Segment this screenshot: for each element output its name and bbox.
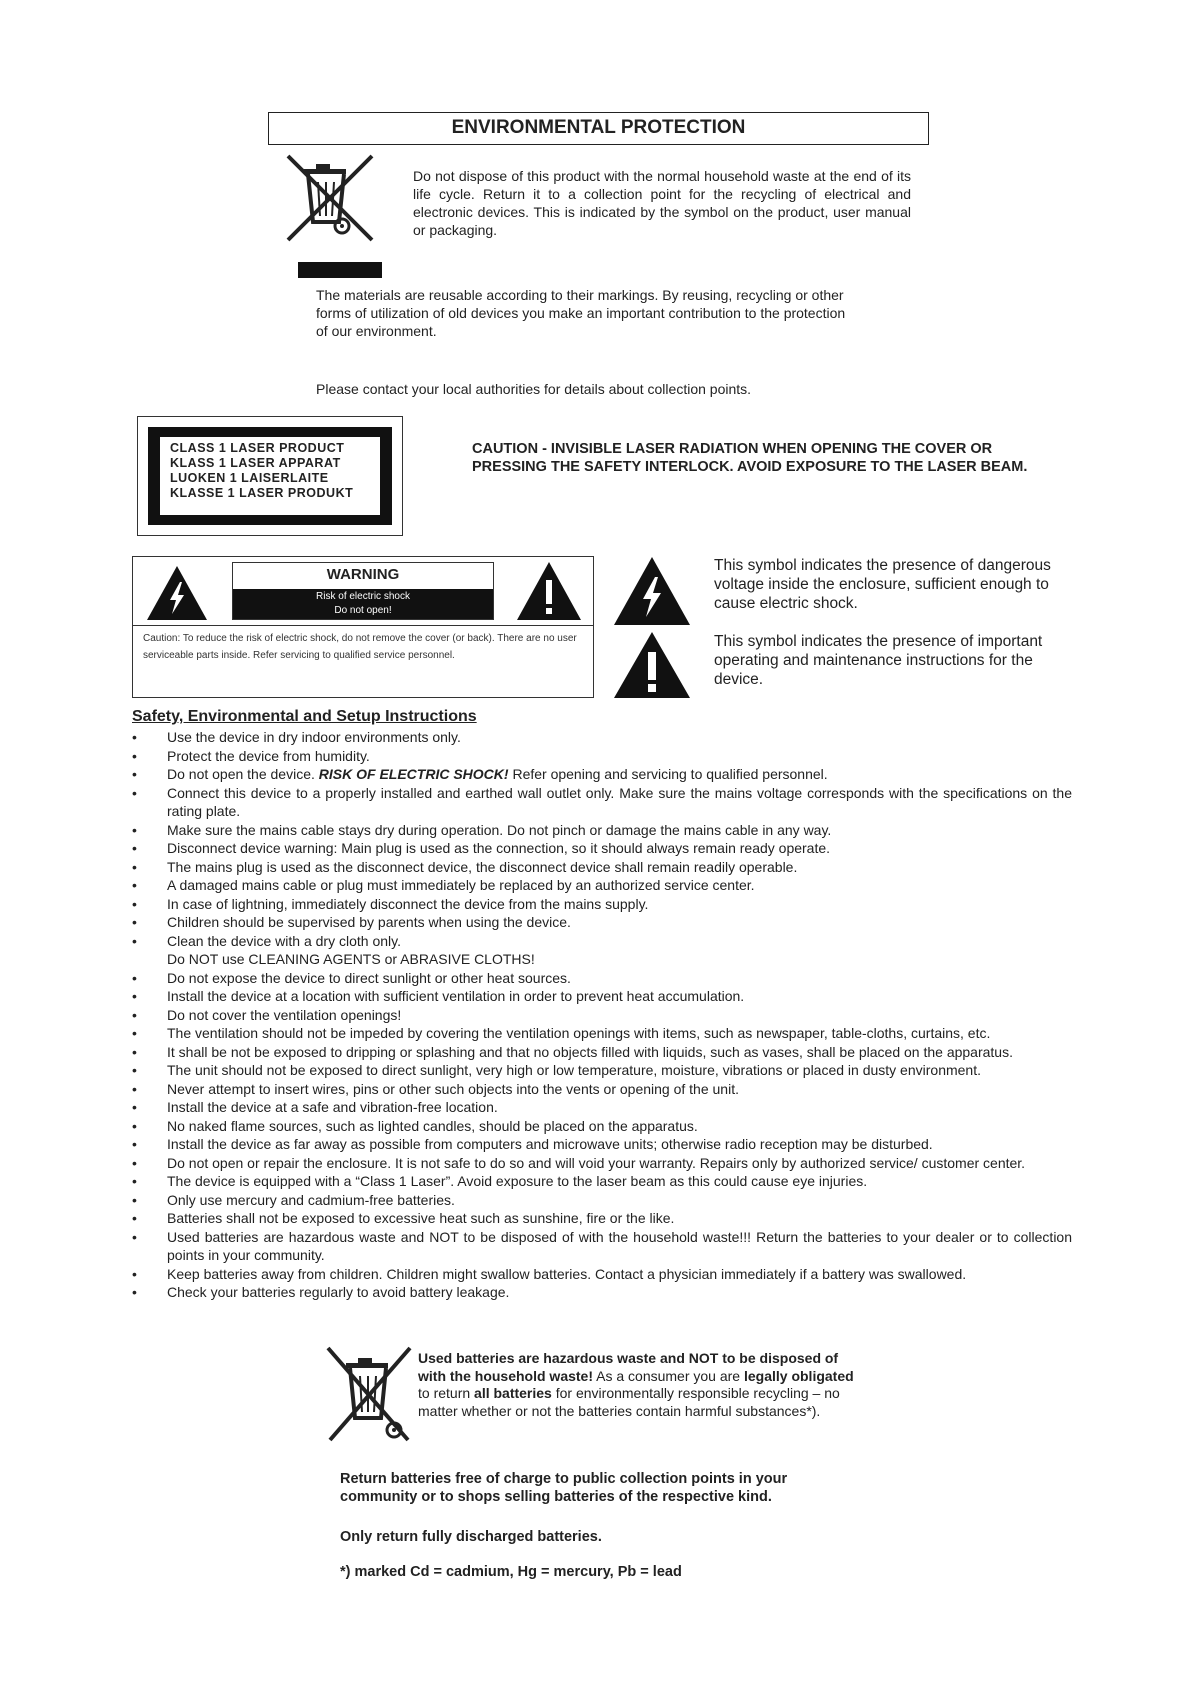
battery-disposal-paragraph: Used batteries are hazardous waste and NOT to be disposed of with the household waste! As a consumer you are legally obligated to return all batteries for environmentally responsible recycling – no matter whether or not the batteries contain harmful substances*). [418,1350,854,1419]
list-item: • The mains plug is used as the disconnect device, the disconnect device shall remain readily operable. [132,858,798,875]
list-item: • Do not open the device. RISK OF ELECTRIC SHOCK! Refer opening and servicing to qualified personnel. [132,766,828,782]
list-item: • The unit should not be exposed to direct sunlight, very high or low temperature, moisture, vibrations or placed in dusty environment. [132,1062,981,1078]
warning-divider [133,625,593,626]
laser-label-line: KLASS 1 LASER APPARAT [170,456,341,470]
list-item: • Do not open or repair the enclosure. It is not safe to do so and will void your warranty. Repairs only by authorized service/ customer center. [132,1154,1026,1171]
list-item: • A damaged mains cable or plug must immediately be replaced by an authorized service center. [132,877,755,893]
list-item: • Do not expose the device to direct sunlight or other heat sources. [132,969,571,986]
electric-shock-symbol-icon [612,555,692,627]
list-item: • Only use mercury and cadmium-free batteries. [132,1191,455,1208]
voltage-symbol-description: This symbol indicates the presence of dangerous voltage inside the enclosure, sufficient enough to cause electric shock. [714,557,1051,612]
list-item: • Keep batteries away from children. Children might swallow batteries. Contact a physician immediately if a battery was swallowed. [132,1265,967,1282]
laser-caution-text: CAUTION - INVISIBLE LASER RADIATION WHEN OPENING THE COVER OR PRESSING THE SAFETY INTERLOCK. AVOID EXPOSURE TO THE LASER BEAM. [472,441,1028,475]
weee-black-bar [298,262,382,278]
warning-title: WARNING [326,566,400,583]
list-item: • Children should be supervised by parents when using the device. [132,914,571,930]
battery-crossed-bin-icon [324,1344,420,1444]
list-item: • It shall be not be exposed to dripping or splashing and that no objects filled with liquids, such as vases, shall be placed on the apparatus. [132,1043,1013,1060]
list-item: • Batteries shall not be exposed to excessive heat such as sunshine, fire or the like. [132,1210,675,1226]
laser-class-label [137,416,403,536]
list-item: • Used batteries are hazardous waste and NOT to be disposed of with the household waste!!! Return the batteries to your dealer or to collection points in your community. [132,1228,1072,1263]
heavy-metals-footnote: *) marked Cd = cadmium, Hg = mercury, Pb = lead [340,1564,682,1580]
weee-crossed-bin-icon [282,150,382,246]
laser-label-line: CLASS 1 LASER PRODUCT [170,441,345,455]
collection-points-note: Please contact your local authorities for details about collection points. [316,381,752,397]
list-item: • Make sure the mains cable stays dry during operation. Do not pinch or damage the mains cable in any way. [132,821,832,838]
safety-instructions-list [132,728,1072,1302]
discharged-batteries-note: Only return fully discharged batteries. [340,1529,602,1545]
list-item: • Clean the device with a dry cloth only. Do NOT use CLEANING AGENTS or ABRASIVE CLOTHS! [132,932,535,967]
list-item: • Install the device as far away as possible from computers and microwave units; otherwise radio reception may be disturbed. [132,1136,933,1152]
warning-subtext: Risk of electric shock Do not open! [233,589,493,619]
list-item: • Install the device at a safe and vibration-free location. [132,1099,498,1115]
list-item: • In case of lightning, immediately disconnect the device from the mains supply. [132,895,649,912]
warning-header [232,562,494,620]
disposal-paragraph: Do not dispose of this product with the normal household waste at the end of its life cycle. Return it to a collection point for the recycling of electrical and electronic devices. This is indicated by the symbol on the product, user manual or packaging. [413,168,911,238]
list-item: • Never attempt to insert wires, pins or other such objects into the vents or opening of the unit. [132,1080,739,1097]
list-item: • Disconnect device warning: Main plug is used as the connection, so it should always remain ready operate. [132,840,831,856]
materials-paragraph: The materials are reusable according to their markings. By reusing, recycling or other forms of utilization of old devices you make an important contribution to the protection of our environment. [316,287,846,339]
list-item: • The ventilation should not be impeded by covering the ventilation openings with items, such as newspaper, table-cloths, curtains, etc. [132,1025,991,1041]
laser-label-line: KLASSE 1 LASER PRODUKT [170,486,354,500]
list-item: • Install the device at a location with sufficient ventilation in order to prevent heat accumulation. [132,988,745,1004]
list-item: • Connect this device to a properly installed and earthed wall outlet only. Make sure the mains voltage corresponds with the specifications on the rating plate. [132,784,1072,819]
warning-box [132,556,594,698]
important-instructions-symbol-icon [612,630,692,700]
list-item: • Do not cover the ventilation openings! [132,1006,402,1023]
list-item: • Check your batteries regularly to avoid battery leakage. [132,1284,510,1300]
electric-shock-emphasis: RISK OF ELECTRIC SHOCK! [318,766,509,782]
safety-section-title: Safety, Environmental and Setup Instructions [132,708,477,725]
list-item: • The device is equipped with a “Class 1 Laser”. Avoid exposure to the laser beam as this could cause eye injuries. [132,1173,868,1189]
electric-shock-warning-icon [145,564,209,622]
exclamation-warning-icon [515,560,583,622]
list-item: • No naked flame sources, such as lighted candles, should be placed on the apparatus. [132,1117,698,1134]
list-item: • Protect the device from humidity. [132,747,370,764]
laser-label-line: LUOKEN 1 LAISERLAITE [170,471,329,485]
warning-caution-text: Caution: To reduce the risk of electric shock, do not remove the cover (or back). There are no user serviceable parts inside. Refer servicing to qualified service personnel. [143,633,577,661]
return-batteries-note: Return batteries free of charge to public collection points in your community or to shops selling batteries of the respective kind. [340,1471,788,1505]
instructions-symbol-description: This symbol indicates the presence of important operating and maintenance instructions for the device. [714,633,1043,688]
environmental-protection-title: ENVIRONMENTAL PROTECTION [268,112,929,145]
list-item: • Use the device in dry indoor environments only. [132,729,461,745]
